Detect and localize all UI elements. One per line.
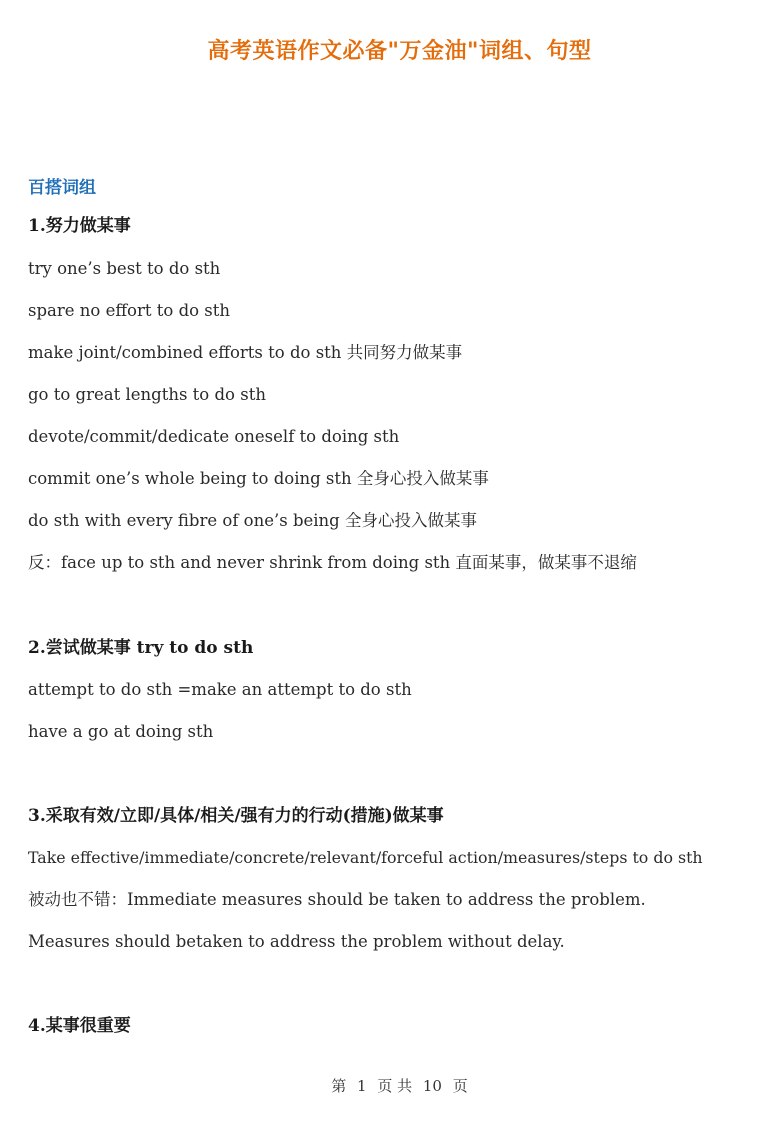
footer-suffix: 页 [452,1077,468,1095]
page-footer [0,1075,763,1096]
phrase-line: do sth with every fibre of one’s being 全身心投入做某事 [28,511,477,530]
group-heading-4: 4.某事很重要 [28,1016,131,1036]
footer-page-number: 1 [357,1077,367,1095]
footer-prefix: 第 [331,1077,347,1095]
document-title: 高考英语作文必备"万金油"词组、句型 [207,39,592,64]
phrase-line: commit one’s whole being to doing sth 全身心投入做某事 [28,469,489,488]
phrase-line: 反：face up to sth and never shrink from doing sth 直面某事，做某事不退缩 [28,553,637,572]
phrase-line: have a go at doing sth [28,722,214,741]
phrase-line: spare no effort to do sth [28,301,231,320]
group-heading-1: 1.努力做某事 [28,216,131,236]
phrase-line: try one’s best to do sth [28,259,221,278]
section-label: 百搭词组 [28,178,96,198]
group-heading-2: 2.尝试做某事 try to do sth [28,638,254,658]
phrase-line: devote/commit/dedicate oneself to doing sth [28,427,400,446]
footer-total-pages: 10 [422,1077,442,1095]
phrase-line: 被动也不错：Immediate measures should be taken to address the problem. [28,890,646,909]
phrase-line: Take effective/immediate/concrete/relevant/forceful action/measures/steps to do sth [28,848,703,867]
phrase-line: go to great lengths to do sth [28,385,266,404]
group-heading-3: 3.采取有效/立即/具体/相关/强有力的行动(措施)做某事 [28,806,444,826]
phrase-line: attempt to do sth =make an attempt to do sth [28,680,412,699]
footer-middle: 页 共 [377,1077,413,1095]
phrase-line: make joint/combined efforts to do sth 共同努力做某事 [28,343,463,362]
phrase-line: Measures should betaken to address the problem without delay. [28,932,565,951]
